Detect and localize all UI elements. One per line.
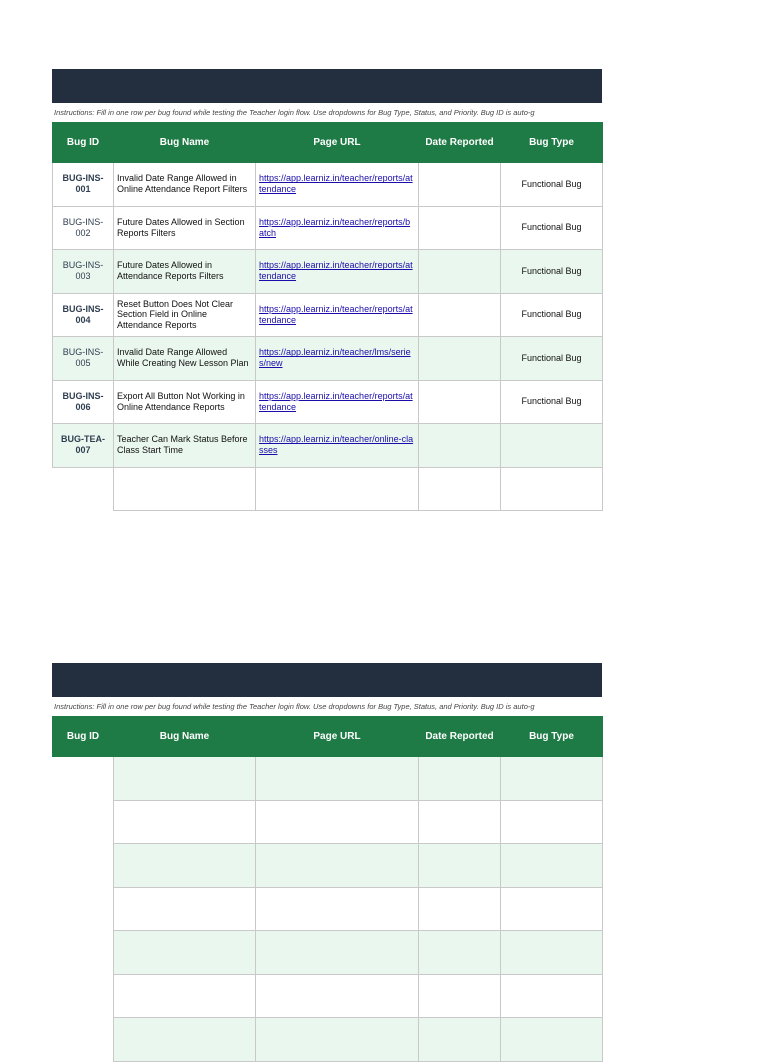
instructions-text: Instructions: Fill in one row per bug found while testing the Teacher login flow. Use dropdowns for Bug Type, Status, and Priority. Bug ID is auto-g — [52, 697, 602, 716]
page-url-link[interactable]: https://app.learniz.in/teacher/lms/series/new — [259, 347, 411, 369]
empty-cell[interactable] — [501, 467, 603, 511]
bug-type-cell[interactable]: Functional Bug — [501, 206, 603, 250]
bug-id-cell[interactable]: BUG-INS-003 — [53, 250, 114, 294]
empty-cell[interactable] — [419, 974, 501, 1018]
empty-table-row — [53, 1018, 603, 1062]
page-url-cell[interactable] — [256, 424, 419, 468]
page-url-cell[interactable] — [256, 250, 419, 294]
bug-id-cell[interactable]: BUG-INS-002 — [53, 206, 114, 250]
bug-name-cell[interactable]: Teacher Can Mark Status Before Class Start Time — [114, 424, 256, 468]
bug-id-cell[interactable]: BUG-INS-006 — [53, 380, 114, 424]
empty-cell — [53, 757, 114, 801]
table-row — [53, 380, 603, 424]
date-reported-cell[interactable] — [419, 424, 501, 468]
sheet-banner — [52, 663, 602, 697]
empty-cell[interactable] — [419, 757, 501, 801]
empty-cell[interactable] — [501, 844, 603, 888]
date-reported-cell[interactable] — [419, 206, 501, 250]
bug-table — [52, 716, 603, 1062]
date-reported-cell[interactable] — [419, 380, 501, 424]
header-row — [53, 123, 603, 163]
bug-tracker-sheet-2 — [52, 663, 602, 1062]
date-reported-cell[interactable] — [419, 250, 501, 294]
empty-table-row — [53, 974, 603, 1018]
date-reported-cell[interactable] — [419, 163, 501, 207]
bug-name-cell[interactable]: Invalid Date Range Allowed While Creating New Lesson Plan — [114, 337, 256, 381]
empty-cell[interactable] — [256, 757, 419, 801]
empty-cell[interactable] — [114, 887, 256, 931]
bug-type-cell[interactable]: Functional Bug — [501, 250, 603, 294]
empty-table-row — [53, 931, 603, 975]
empty-cell[interactable] — [501, 931, 603, 975]
empty-cell[interactable] — [256, 800, 419, 844]
bug-tracker-sheet-1 — [52, 69, 602, 511]
empty-cell — [53, 467, 114, 511]
empty-cell[interactable] — [114, 931, 256, 975]
header-bug-type[interactable]: Bug Type — [501, 123, 603, 163]
header-bug-id[interactable]: Bug ID — [53, 123, 114, 163]
table-row — [53, 163, 603, 207]
page-url-link[interactable]: https://app.learniz.in/teacher/online-classes — [259, 434, 414, 456]
empty-cell[interactable] — [114, 1018, 256, 1062]
sheet-banner — [52, 69, 602, 103]
page-url-link[interactable]: https://app.learniz.in/teacher/reports/attendance — [259, 260, 413, 282]
empty-cell[interactable] — [114, 800, 256, 844]
empty-cell — [53, 844, 114, 888]
header-bug-type[interactable]: Bug Type — [501, 717, 603, 757]
bug-name-cell[interactable]: Export All Button Not Working in Online Attendance Reports — [114, 380, 256, 424]
bug-name-cell[interactable]: Reset Button Does Not Clear Section Field in Online Attendance Reports — [114, 293, 256, 337]
bug-id-cell[interactable]: BUG-TEA-007 — [53, 424, 114, 468]
bug-type-cell[interactable] — [501, 424, 603, 468]
bug-type-cell[interactable]: Functional Bug — [501, 337, 603, 381]
empty-cell[interactable] — [419, 887, 501, 931]
empty-cell[interactable] — [501, 1018, 603, 1062]
empty-cell — [53, 887, 114, 931]
page-url-link[interactable]: https://app.learniz.in/teacher/reports/attendance — [259, 390, 413, 412]
bug-id-cell[interactable]: BUG-INS-001 — [53, 163, 114, 207]
empty-cell[interactable] — [501, 887, 603, 931]
empty-cell[interactable] — [419, 1018, 501, 1062]
table-row — [53, 206, 603, 250]
bug-id-cell[interactable]: BUG-INS-005 — [53, 337, 114, 381]
empty-table-row — [53, 800, 603, 844]
empty-cell[interactable] — [114, 467, 256, 511]
empty-table-row — [53, 467, 603, 511]
empty-cell[interactable] — [419, 931, 501, 975]
empty-cell — [53, 931, 114, 975]
empty-cell[interactable] — [114, 757, 256, 801]
date-reported-cell[interactable] — [419, 293, 501, 337]
header-page-url[interactable]: Page URL — [256, 123, 419, 163]
header-date-reported[interactable]: Date Reported — [419, 123, 501, 163]
empty-cell[interactable] — [256, 1018, 419, 1062]
table-row — [53, 293, 603, 337]
header-bug-name[interactable]: Bug Name — [114, 123, 256, 163]
empty-cell[interactable] — [419, 467, 501, 511]
empty-cell — [53, 974, 114, 1018]
bug-name-cell[interactable]: Invalid Date Range Allowed in Online Attendance Report Filters — [114, 163, 256, 207]
bug-type-cell[interactable]: Functional Bug — [501, 380, 603, 424]
empty-cell — [53, 1018, 114, 1062]
bug-name-cell[interactable]: Future Dates Allowed in Attendance Reports Filters — [114, 250, 256, 294]
empty-table-row — [53, 844, 603, 888]
bug-type-cell[interactable]: Functional Bug — [501, 293, 603, 337]
empty-table-row — [53, 757, 603, 801]
header-bug-id[interactable]: Bug ID — [53, 717, 114, 757]
bug-type-cell[interactable]: Functional Bug — [501, 163, 603, 207]
header-bug-name[interactable]: Bug Name — [114, 717, 256, 757]
page-url-cell[interactable] — [256, 380, 419, 424]
page-url-cell[interactable] — [256, 293, 419, 337]
bug-name-cell[interactable]: Future Dates Allowed in Section Reports Filters — [114, 206, 256, 250]
empty-cell[interactable] — [114, 974, 256, 1018]
instructions-text: Instructions: Fill in one row per bug found while testing the Teacher login flow. Use dropdowns for Bug Type, Status, and Priority. Bug ID is auto-g — [52, 103, 602, 122]
bug-table — [52, 122, 603, 511]
empty-cell[interactable] — [501, 800, 603, 844]
page-url-link[interactable]: https://app.learniz.in/teacher/reports/attendance — [259, 173, 413, 195]
empty-cell[interactable] — [256, 974, 419, 1018]
header-page-url[interactable]: Page URL — [256, 717, 419, 757]
empty-cell[interactable] — [256, 844, 419, 888]
table-row — [53, 424, 603, 468]
page-url-cell[interactable] — [256, 163, 419, 207]
page-url-cell[interactable] — [256, 206, 419, 250]
empty-cell[interactable] — [256, 467, 419, 511]
date-reported-cell[interactable] — [419, 337, 501, 381]
page-url-link[interactable]: https://app.learniz.in/teacher/reports/batch — [259, 216, 411, 238]
empty-cell[interactable] — [256, 931, 419, 975]
table-row — [53, 337, 603, 381]
page-url-cell[interactable] — [256, 337, 419, 381]
empty-cell[interactable] — [419, 844, 501, 888]
empty-cell[interactable] — [501, 974, 603, 1018]
table-row — [53, 250, 603, 294]
empty-cell[interactable] — [256, 887, 419, 931]
empty-cell[interactable] — [501, 757, 603, 801]
empty-cell[interactable] — [114, 844, 256, 888]
empty-cell — [53, 800, 114, 844]
empty-cell[interactable] — [419, 800, 501, 844]
header-date-reported[interactable]: Date Reported — [419, 717, 501, 757]
bug-id-cell[interactable]: BUG-INS-004 — [53, 293, 114, 337]
empty-table-row — [53, 887, 603, 931]
page-url-link[interactable]: https://app.learniz.in/teacher/reports/attendance — [259, 303, 413, 325]
header-row — [53, 717, 603, 757]
